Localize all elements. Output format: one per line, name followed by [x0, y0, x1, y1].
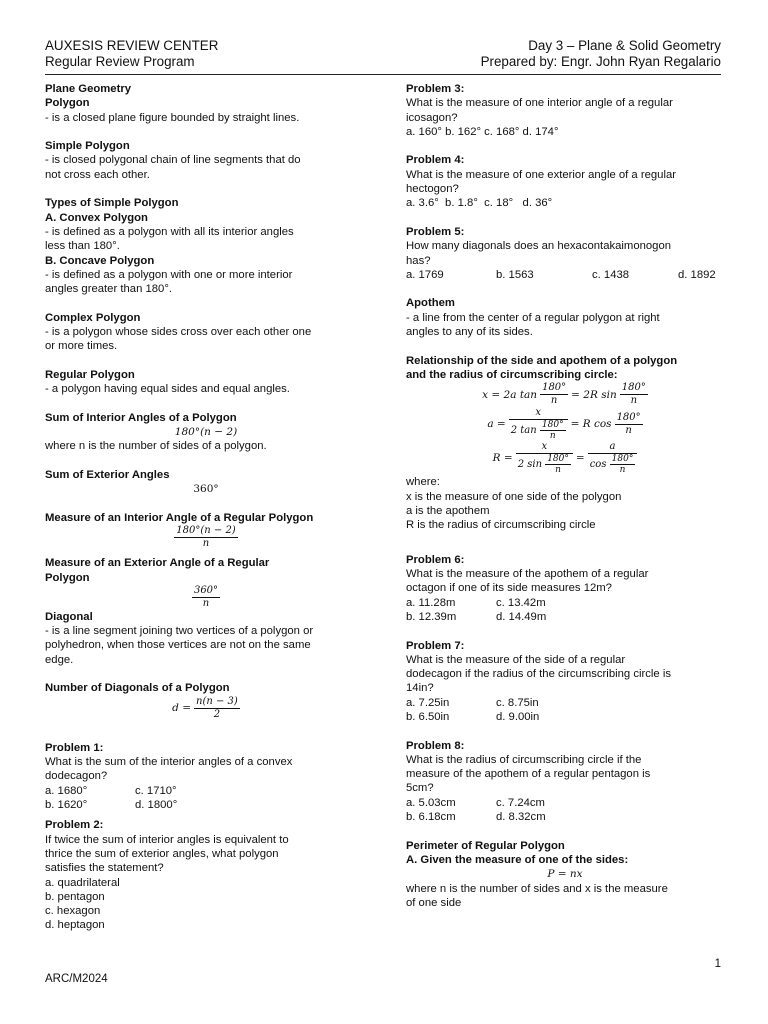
definition-text: R is the radius of circumscribing circle — [406, 519, 596, 532]
formula-radius: R = x 2 sin $\frac{180^\circ}{n}$ = a cos $\frac{180^\circ}{n}$ — [406, 441, 724, 475]
prepared-by: Prepared by: Engr. John Ryan Regalario — [480, 53, 721, 69]
definition-text: - a polygon having equal sides and equal angles. — [45, 383, 290, 396]
choice: d. 1892 — [678, 268, 716, 281]
problem-choices: a. 3.6° b. 1.8° c. 18° d. 36° — [406, 197, 553, 210]
problem-title: Problem 2: — [45, 819, 104, 832]
problem-title: Problem 6: — [406, 553, 465, 566]
section-title: Complex Polygon — [45, 311, 141, 324]
definition-text: - is a polygon whose sides cross over each other one — [45, 326, 312, 339]
choice: c. hexagon — [45, 905, 101, 918]
problem-question: measure of the apothem of a regular pentagon is — [406, 768, 651, 781]
section-title: Sum of Exterior Angles — [45, 469, 170, 482]
formula-apothem: a = x 2 tan $\frac{180^\circ}{n}$ = R cos $\frac{180^\circ}{n}$ — [487, 407, 641, 442]
formula-interior-sum: 180°(n − 2) — [174, 426, 238, 439]
definition-text: a is the apothem — [406, 504, 490, 517]
definition-text: edge. — [45, 653, 74, 666]
choice: d. 8.32cm — [496, 811, 546, 824]
section-subtitle: B. Concave Polygon — [45, 254, 155, 267]
definition-text: where n is the number of sides of a polygon. — [45, 440, 267, 453]
left-column — [45, 82, 367, 933]
formula-exterior-angle: $\frac{360^\circ}{n}$ — [193, 584, 219, 609]
definition-text: of one side — [406, 896, 462, 909]
section-title-cont: Polygon — [45, 571, 90, 584]
section-title: Plane Geometry — [45, 83, 132, 95]
program-name: Regular Review Program — [45, 53, 195, 69]
day-topic: Day 3 – Plane & Solid Geometry — [528, 38, 721, 53]
problem-title: Problem 3: — [406, 83, 465, 95]
problem-question: What is the measure of the side of a regular — [406, 653, 626, 666]
problem-question: What is the measure of the apothem of a regular — [406, 568, 649, 581]
definition-text: angles greater than 180°. — [45, 283, 172, 296]
choice: c. 1710° — [135, 784, 177, 797]
choice: c. 13.42m — [496, 596, 546, 609]
definition-text: or more times. — [45, 340, 118, 353]
section-title: Relationship of the side and apothem of a polygon — [406, 354, 678, 367]
definition-text: not cross each other. — [45, 168, 150, 181]
right-column — [406, 82, 724, 910]
choice: c. 8.75in — [496, 696, 539, 709]
problem-question: dodecagon if the radius of the circumscribing circle is — [406, 668, 671, 681]
section-title: Types of Simple Polygon — [45, 197, 179, 210]
problem-question: 5cm? — [406, 782, 434, 795]
problem-question: What is the sum of the interior angles of a convex — [45, 756, 293, 769]
definition-text: angles to any of its sides. — [406, 326, 533, 339]
choice: d. heptagon — [45, 919, 105, 932]
section-title: Measure of an Interior Angle of a Regular Polygon — [45, 511, 314, 524]
problem-title: Problem 4: — [406, 154, 465, 167]
definition-text: - is defined as a polygon with one or more interior — [45, 268, 293, 281]
problem-question: What is the measure of one interior angle of a regular — [406, 97, 673, 110]
formula-interior-angle: $\frac{180^\circ(n - 2)}{n}$ — [176, 525, 236, 550]
problem-question: icosagon? — [406, 111, 458, 124]
problem-question: thrice the sum of exterior angles, what polygon — [45, 847, 279, 860]
choice: b. 6.50in — [406, 710, 450, 723]
center-name: AUXESIS REVIEW CENTER — [45, 38, 219, 53]
section-subtitle: Polygon — [45, 97, 90, 110]
section-title: Measure of an Exterior Angle of a Regular — [45, 557, 270, 570]
formula-diagonals: d = $\frac{n(n - 3)}{2}$ — [172, 695, 238, 720]
problem-question: If twice the sum of interior angles is equivalent to — [45, 833, 289, 846]
section-title: Diagonal — [45, 610, 93, 623]
section-title: Simple Polygon — [45, 140, 130, 153]
footer-code: ARC/M2024 — [45, 973, 108, 985]
choice: d. 1800° — [135, 799, 178, 812]
choice: b. 6.18cm — [406, 811, 456, 824]
problem-title: Problem 8: — [406, 739, 465, 752]
definition-text: - a line from the center of a regular polygon at right — [406, 311, 660, 324]
problem-question: octagon if one of its side measures 12m? — [406, 582, 612, 595]
choice: a. 1680° — [45, 784, 88, 797]
choice: b. 1563 — [496, 268, 534, 281]
section-title: Sum of Interior Angles of a Polygon — [45, 411, 237, 424]
choice: a. 5.03cm — [406, 796, 456, 809]
definition-text: - is defined as a polygon with all its interior angles — [45, 225, 294, 238]
section-title: Perimeter of Regular Polygon — [406, 839, 565, 852]
section-subtitle: A. Convex Polygon — [45, 211, 148, 224]
choice: d. 14.49m — [496, 610, 547, 623]
choice: c. 7.24cm — [496, 796, 545, 809]
problem-choices: a. 160° b. 162° c. 168° d. 174° — [406, 125, 559, 138]
choice: b. pentagon — [45, 890, 105, 903]
choice: a. 1769 — [406, 268, 444, 281]
section-title: Number of Diagonals of a Polygon — [45, 682, 230, 695]
problem-title: Problem 5: — [406, 225, 465, 238]
page-header — [45, 38, 721, 75]
problem-title: Problem 1: — [45, 741, 104, 754]
formula-perimeter: P = nx — [547, 868, 583, 881]
definition-text: less than 180°. — [45, 240, 120, 253]
problem-choices — [406, 268, 724, 282]
choice: a. 7.25in — [406, 696, 450, 709]
problem-choices — [406, 696, 724, 725]
problem-choices — [406, 596, 724, 625]
choice: c. 1438 — [592, 268, 630, 281]
definition-text: polyhedron, when those vertices are not on the same — [45, 639, 311, 652]
problem-question: What is the measure of one exterior angle of a regular — [406, 168, 677, 181]
problem-question: 14in? — [406, 682, 434, 695]
problem-question: has? — [406, 254, 431, 267]
problem-title: Problem 7: — [406, 639, 465, 652]
problem-question: dodecagon? — [45, 770, 108, 783]
formula-exterior-sum: 360° — [193, 483, 219, 496]
problem-choices — [406, 796, 724, 825]
section-title-cont: and the radius of circumscribing circle: — [406, 368, 618, 381]
definition-text: x is the measure of one side of the polygon — [406, 490, 622, 503]
header-left — [45, 38, 218, 69]
definition-text: - is closed polygonal chain of line segments that do — [45, 154, 301, 167]
section-title: Regular Polygon — [45, 368, 135, 381]
header-right — [481, 38, 721, 69]
definition-text: where n is the number of sides and x is the measure — [406, 882, 668, 895]
choice: a. quadrilateral — [45, 876, 120, 889]
definition-text: - is a closed plane figure bounded by straight lines. — [45, 111, 300, 124]
definition-text: - is a line segment joining two vertices of a polygon or — [45, 625, 314, 638]
choice: a. 11.28m — [406, 596, 456, 609]
choice: b. 1620° — [45, 799, 88, 812]
section-title: Apothem — [406, 297, 455, 310]
problem-question: hectogon? — [406, 183, 459, 196]
section-subtitle: A. Given the measure of one of the sides: — [406, 853, 629, 866]
choice: d. 9.00in — [496, 710, 540, 723]
problem-question: What is the radius of circumscribing circle if the — [406, 753, 642, 766]
page-number: 1 — [714, 958, 721, 970]
formula-side: x = 2a tan $\frac{180^\circ}{n}$ = 2R sin $\frac{180^\circ}{n}$ — [482, 382, 646, 407]
problem-question: satisfies the statement? — [45, 862, 164, 875]
choice: b. 12.39m — [406, 610, 457, 623]
problem-choices — [45, 784, 367, 813]
where-label: where: — [406, 476, 440, 489]
problem-question: How many diagonals does an hexacontakaimonogon — [406, 240, 672, 253]
